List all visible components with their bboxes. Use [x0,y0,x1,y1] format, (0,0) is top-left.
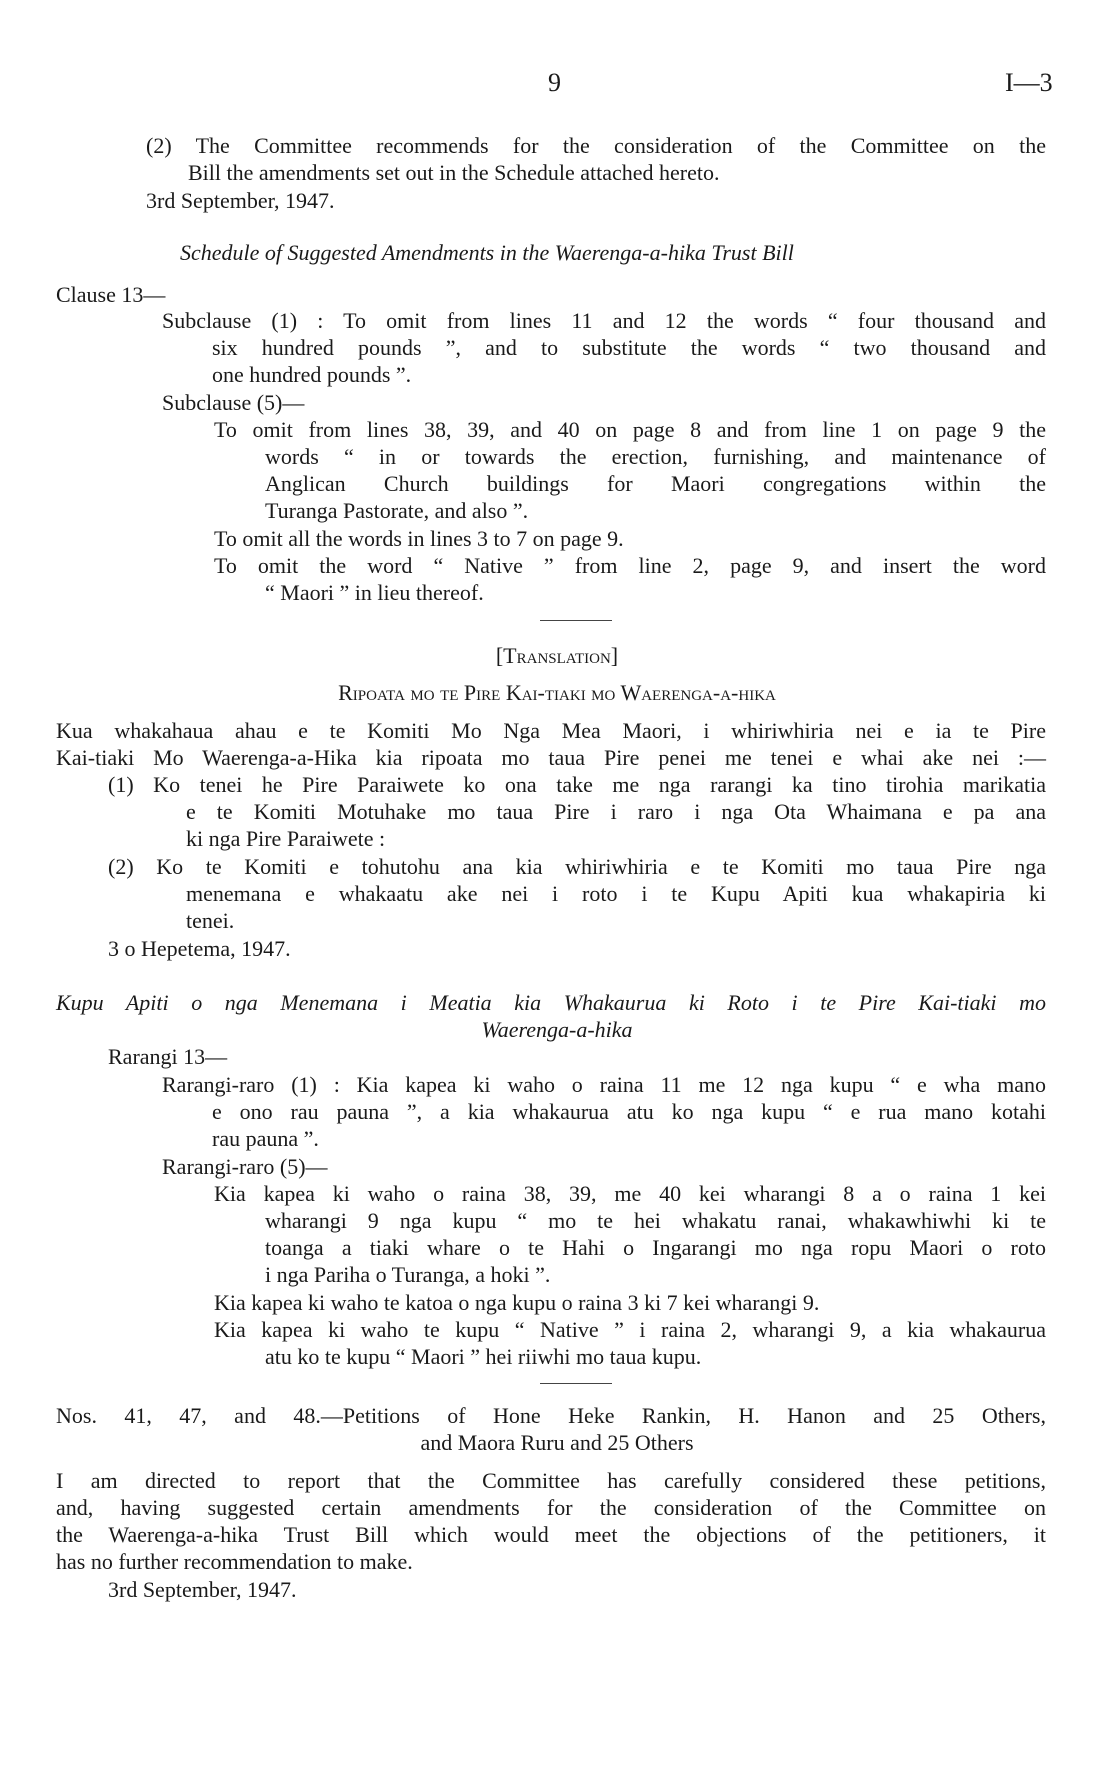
recommendation-date: 3rd September, 1947. [146,188,335,213]
document-reference: I—3 [1005,68,1053,97]
rarangi-heading: Rarangi 13— [108,1044,228,1069]
amendment-1-line-1: To omit from lines 38, 39, and 40 on page 8 and from line 1 on page 9 the [214,417,1046,442]
kupu-apiti-title-line-1: Kupu Apiti o nga Menemana i Meatia kia Whakaurua ki Roto i te Pire Kai-tiaki mo [56,990,1046,1015]
petitions-heading-line-1: Nos. 41, 47, and 48.—Petitions of Hone Heke Rankin, H. Hanon and 25 Others, [56,1403,1046,1428]
kupu-1-line-3: toanga a tiaki whare o te Hahi o Ingarangi mo nga ropu Maori o roto [265,1235,1046,1260]
subclause-1-line-3: one hundred pounds ”. [212,362,412,387]
rarangi-raro-1-line-3: rau pauna ”. [212,1126,319,1151]
rarangi-raro-1-line-1: Rarangi-raro (1) : Kia kapea ki waho o raina 11 me 12 nga kupu “ e wha mano [162,1072,1046,1097]
subclause-1-line-1: Subclause (1) : To omit from lines 11 and 12 the words “ four thousand and [162,308,1046,333]
kupu-apiti-title-line-2: Waerenga-a-hika [481,1017,633,1042]
amendment-3-line-1: To omit the word “ Native ” from line 2, page 9, and insert the word [214,553,1046,578]
kupu-1-line-4: i nga Pariha o Turanga, a hoki ”. [265,1262,551,1287]
kupu-2: Kia kapea ki waho te katoa o nga kupu o raina 3 ki 7 kei wharangi 9. [214,1290,820,1315]
translation-date: 3 o Hepetema, 1947. [108,936,291,961]
translation-label: [Translation] [495,643,619,668]
translation-point-1-line-2: e te Komiti Motuhake mo taua Pire i raro i nga Ota Whaimana e pa ana [186,799,1046,824]
rarangi-raro-5-heading: Rarangi-raro (5)— [162,1154,328,1179]
kupu-1-line-2: wharangi 9 nga kupu “ mo te hei whakatu ranai, whakawhiwhi ki te [265,1208,1046,1233]
rarangi-raro-1-line-2: e ono rau pauna ”, a kia whakaurua atu ko nga kupu “ e rua mano kotahi [212,1099,1046,1124]
subclause-5-heading: Subclause (5)— [162,390,305,415]
translation-intro-line-2: Kai-tiaki Mo Waerenga-a-Hika kia ripoata mo taua Pire penei me tenei e whai ake nei :— [56,745,1046,770]
subclause-1-line-2: six hundred pounds ”, and to substitute the words “ two thousand and [212,335,1046,360]
translation-point-1-line-1: (1) Ko tenei he Pire Paraiwete ko ona take me nga rarangi ka tino tirohia marikatia [108,772,1046,797]
petitions-body-line-1: I am directed to report that the Committee has carefully considered these petitions, [56,1468,1046,1493]
petitions-body-line-3: the Waerenga-a-hika Trust Bill which would meet the objections of the petitioners, it [56,1522,1046,1547]
amendment-1-line-3: Anglican Church buildings for Maori congregations within the [265,471,1046,496]
schedule-title: Schedule of Suggested Amendments in the Waerenga-a-hika Trust Bill [180,240,794,265]
petitions-body-line-2: and, having suggested certain amendments for the consideration of the Committee on [56,1495,1046,1520]
translation-point-2-line-2: menemana e whakaatu ake nei i roto i te Kupu Apiti kua whakapiria ki [186,881,1046,906]
translation-heading: Ripoata mo te Pire Kai-tiaki mo Waerenga-a-hika [338,680,776,705]
recommendation-line-1: (2) The Committee recommends for the consideration of the Committee on the [146,133,1046,158]
translation-intro-line-1: Kua whakahaua ahau e te Komiti Mo Nga Mea Maori, i whiriwhiria nei e ia te Pire [56,718,1046,743]
translation-point-1-line-3: ki nga Pire Paraiwete : [186,826,386,851]
translation-point-2-line-1: (2) Ko te Komiti e tohutohu ana kia whiriwhiria e te Komiti mo taua Pire nga [108,854,1046,879]
amendment-3-line-2: “ Maori ” in lieu thereof. [265,580,484,605]
translation-point-2-line-3: tenei. [186,908,235,933]
amendment-2: To omit all the words in lines 3 to 7 on page 9. [214,526,624,551]
petitions-body-line-4: has no further recommendation to make. [56,1549,413,1574]
page-number: 9 [548,68,561,97]
kupu-1-line-1: Kia kapea ki waho o raina 38, 39, me 40 kei wharangi 8 a o raina 1 kei [214,1181,1046,1206]
amendment-1-line-4: Turanga Pastorate, and also ”. [265,498,529,523]
clause-heading: Clause 13— [56,282,166,307]
petitions-heading-line-2: and Maora Ruru and 25 Others [420,1430,694,1455]
recommendation-line-2: Bill the amendments set out in the Schedule attached hereto. [188,160,720,185]
kupu-3-line-1: Kia kapea ki waho te kupu “ Native ” i raina 2, wharangi 9, a kia whakaurua [214,1317,1046,1342]
petitions-date: 3rd September, 1947. [108,1577,297,1602]
kupu-3-line-2: atu ko te kupu “ Maori ” hei riiwhi mo taua kupu. [265,1344,702,1369]
section-divider [540,620,612,621]
amendment-1-line-2: words “ in or towards the erection, furnishing, and maintenance of [265,444,1046,469]
section-divider-2 [540,1383,612,1384]
